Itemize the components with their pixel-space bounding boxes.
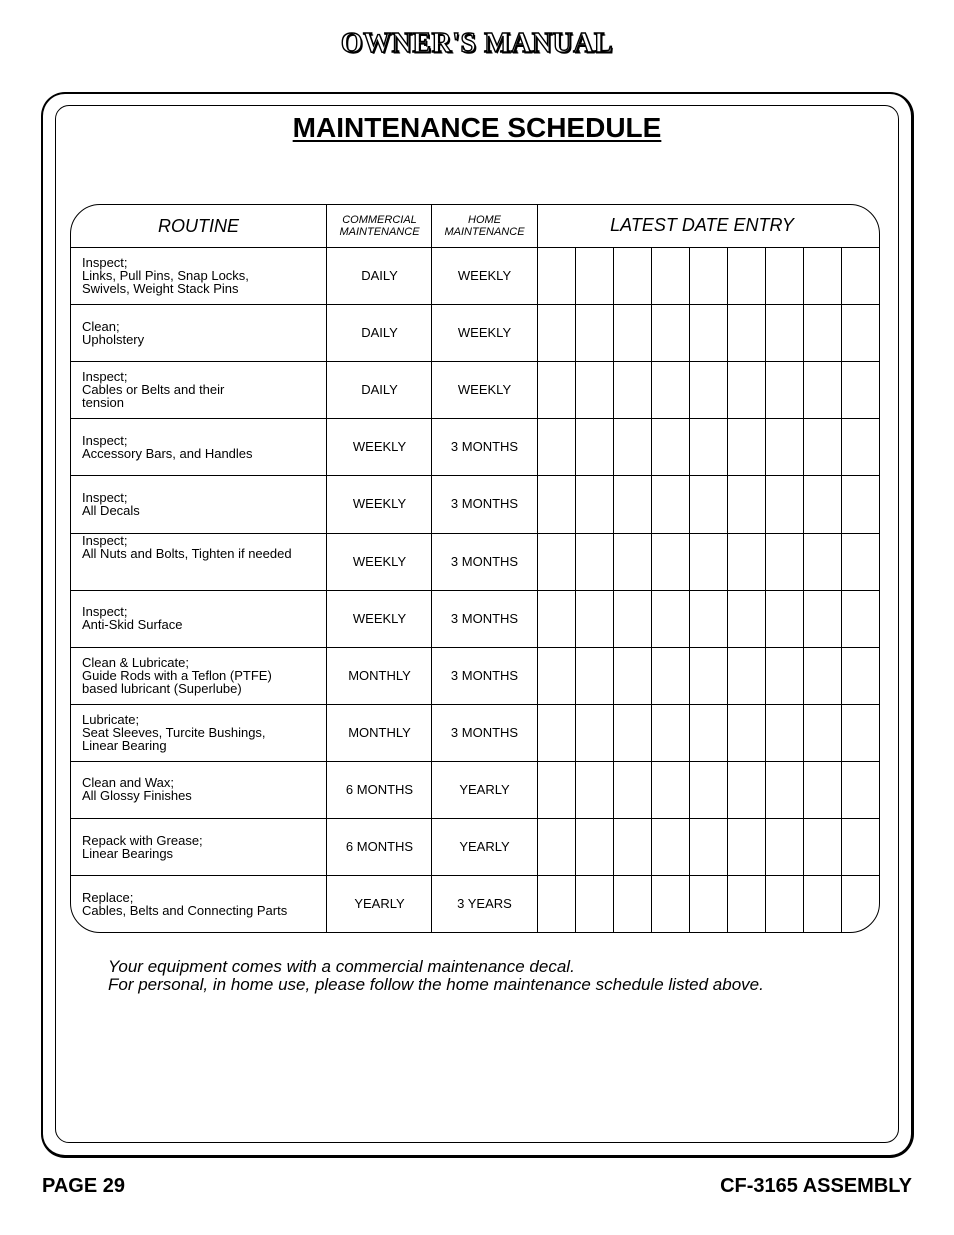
routine-cell: Lubricate; Seat Sleeves, Turcite Bushings, Linear Bearing [82, 711, 266, 753]
commercial-frequency-cell: YEARLY [354, 896, 405, 912]
routine-cell: Inspect; Anti-Skid Surface [82, 604, 183, 633]
home-frequency-cell: 3 MONTHS [450, 667, 519, 683]
commercial-frequency-cell: WEEKLY [352, 496, 407, 512]
table-row [71, 818, 879, 875]
maintenance-table [70, 204, 880, 933]
note-line-1: Your equipment comes with a commercial maintenance decal. [108, 957, 575, 976]
commercial-frequency-cell: WEEKLY [352, 553, 407, 569]
table-row [71, 590, 879, 647]
home-frequency-cell: WEEKLY [457, 268, 512, 283]
page-title: MAINTENANCE SCHEDULE [292, 112, 662, 143]
routine-cell: Inspect; All Nuts and Bolts, Tighten if needed [82, 532, 292, 561]
table-row [71, 418, 879, 475]
model-label: CF-3165 ASSEMBLY [720, 1175, 912, 1197]
routine-cell: Clean & Lubricate; Guide Rods with a Teflon (PTFE) based lubricant (Superlube) [82, 654, 272, 696]
routine-cell: Inspect; Links, Pull Pins, Snap Locks, Swivels, Weight Stack Pins [82, 255, 249, 296]
home-frequency-cell: 3 YEARS [457, 896, 512, 912]
home-frequency-cell: 3 MONTHS [450, 439, 519, 455]
routine-cell: Replace; Cables, Belts and Connecting Parts [82, 889, 288, 918]
table-row [71, 475, 879, 532]
home-frequency-cell: 3 MONTHS [450, 496, 519, 512]
table-row [71, 533, 879, 590]
note-line-2: For personal, in home use, please follow the home maintenance schedule listed above. [108, 975, 764, 994]
table-row [71, 647, 879, 704]
header-commercial: COMMERCIAL MAINTENANCE [339, 214, 420, 238]
home-frequency-cell: 3 MONTHS [450, 610, 519, 626]
home-frequency-cell: 3 MONTHS [450, 724, 519, 740]
routine-cell: Clean; Upholstery [82, 318, 145, 347]
header-latest-date-entry: LATEST DATE ENTRY [610, 214, 794, 235]
routine-cell: Repack with Grease; Linear Bearings [82, 832, 203, 861]
commercial-frequency-cell: DAILY [361, 325, 398, 341]
commercial-frequency-cell: MONTHLY [348, 667, 411, 683]
routine-cell: Inspect; Cables or Belts and their tension [82, 369, 225, 411]
table-row [71, 304, 879, 361]
home-frequency-cell: YEARLY [459, 781, 510, 797]
table-row [71, 247, 879, 304]
maintenance-note [108, 958, 764, 994]
commercial-frequency-cell: 6 MONTHS [345, 781, 414, 797]
routine-cell: Inspect; Accessory Bars, and Handles [82, 432, 253, 461]
commercial-frequency-cell: MONTHLY [348, 724, 411, 740]
document-header: OWNER'S MANUAL [340, 28, 614, 59]
commercial-frequency-cell: WEEKLY [352, 610, 407, 626]
commercial-frequency-cell: DAILY [361, 382, 398, 398]
table-row [71, 361, 879, 418]
home-frequency-cell: YEARLY [459, 839, 510, 854]
table-row [71, 875, 879, 932]
table-row [71, 704, 879, 761]
routine-cell: Clean and Wax; All Glossy Finishes [82, 775, 192, 804]
commercial-frequency-cell: WEEKLY [352, 439, 407, 455]
home-frequency-cell: WEEKLY [457, 325, 512, 341]
commercial-frequency-cell: 6 MONTHS [345, 839, 414, 854]
commercial-frequency-cell: DAILY [361, 268, 398, 283]
table-row [71, 761, 879, 818]
header-routine: ROUTINE [158, 215, 239, 236]
home-frequency-cell: 3 MONTHS [450, 553, 519, 569]
home-frequency-cell: WEEKLY [457, 382, 512, 398]
header-home: HOME MAINTENANCE [444, 214, 525, 238]
page-number: PAGE 29 [42, 1175, 125, 1197]
routine-cell: Inspect; All Decals [82, 489, 140, 518]
